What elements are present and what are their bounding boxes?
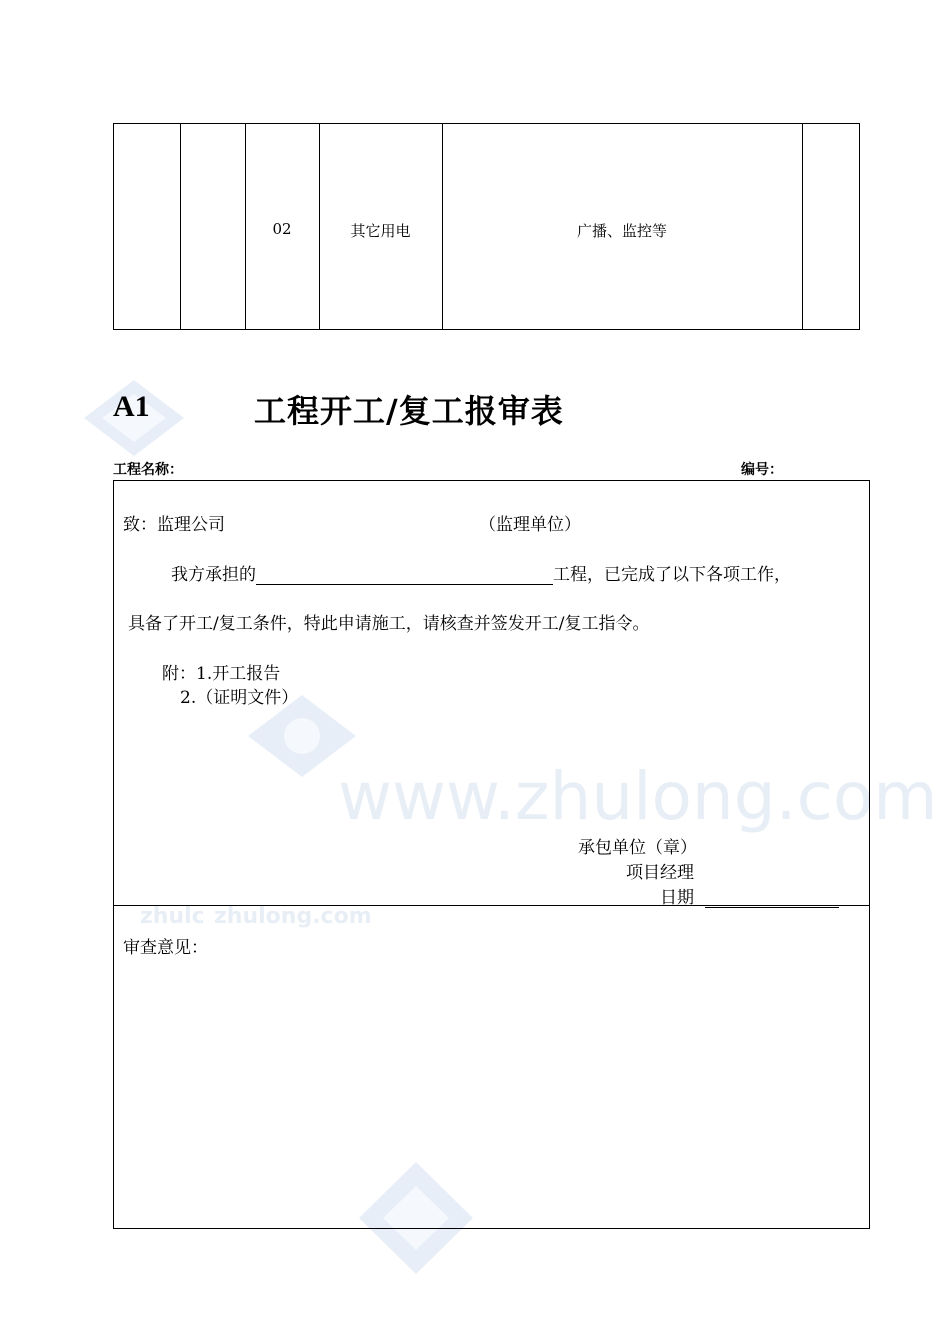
table-cell-item: 其它用电 [350, 222, 411, 240]
body-line-1 [171, 560, 791, 585]
form-code: A1 [113, 390, 150, 423]
date-label: 日期 [660, 888, 694, 908]
section-divider [114, 905, 869, 906]
table-cell-code: 02 [272, 220, 292, 238]
equipment-table [113, 123, 860, 330]
form-title: 工程开工/复工报审表 [254, 392, 564, 430]
watermark-brand: zhulong.com [214, 904, 372, 929]
body-suffix: 工程，已完成了以下各项工作， [553, 565, 791, 585]
body-line-2: 具备了开工/复工条件，特此申请施工，请核查并签发开工/复工指令。 [128, 614, 650, 634]
watermark-url: www.zhulong.com [338, 758, 938, 835]
project-manager-label: 项目经理 [626, 863, 694, 883]
contractor-seal-label: 承包单位（章） [578, 838, 697, 858]
table-cell-description: 广播、监控等 [576, 222, 667, 240]
table-column-divider [180, 124, 181, 329]
attachment-2: 2.（证明文件） [180, 688, 299, 708]
body-prefix: 我方承担的 [171, 565, 256, 585]
addressee-unit-hint: （监理单位） [479, 515, 581, 535]
review-opinion-label: 审查意见： [123, 938, 208, 958]
watermark-brand-fragment: zhulc [140, 904, 205, 929]
project-name-label: 工程名称： [113, 462, 183, 478]
number-label: 编号： [741, 462, 783, 478]
table-column-divider [802, 124, 803, 329]
addressee-label: 致：监理公司 [123, 515, 225, 535]
attachment-1: 附：1.开工报告 [162, 664, 281, 684]
application-form [113, 480, 870, 1229]
project-name-blank[interactable] [256, 566, 553, 585]
